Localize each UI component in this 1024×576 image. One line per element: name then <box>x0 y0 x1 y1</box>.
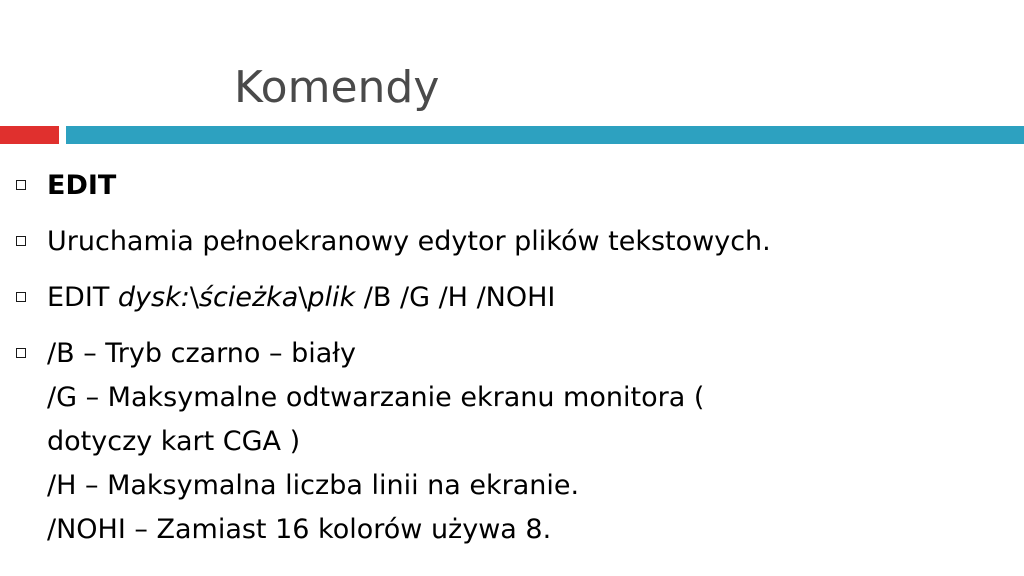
slide-title: Komendy <box>234 62 440 113</box>
switch-line: /G – Maksymalne odtwarzanie ekranu monitora ( <box>47 382 705 413</box>
syntax-switches: /B /G /H /NOHI <box>355 282 556 313</box>
hollow-square-bullet-icon <box>16 180 26 190</box>
syntax-prefix: EDIT <box>47 282 118 313</box>
title-divider-red <box>0 126 59 144</box>
bullet-item-switches <box>16 332 1006 552</box>
hollow-square-bullet-icon <box>16 292 26 302</box>
switch-line: dotyczy kart CGA ) <box>47 426 301 457</box>
switch-line: /H – Maksymalna liczba linii na ekranie. <box>47 470 580 501</box>
bullet-list <box>16 164 1006 564</box>
syntax-drive: dysk: <box>117 282 190 313</box>
title-divider-blue <box>66 126 1024 144</box>
syntax-separator: \ <box>189 282 199 313</box>
hollow-square-bullet-icon <box>16 348 26 358</box>
switch-line: /B – Tryb czarno – biały <box>47 338 356 369</box>
syntax-file: plik <box>307 282 356 313</box>
bullet-item-command <box>16 164 1006 208</box>
syntax-separator: \ <box>298 282 308 313</box>
switch-line: /NOHI – Zamiast 16 kolorów używa 8. <box>47 514 552 545</box>
bullet-item-syntax <box>16 276 1006 320</box>
syntax-path: ścieżka <box>198 282 299 313</box>
hollow-square-bullet-icon <box>16 236 26 246</box>
command-name: EDIT <box>47 170 117 201</box>
command-description: Uruchamia pełnoekranowy edytor plików tekstowych. <box>47 226 771 257</box>
bullet-item-description <box>16 220 1006 264</box>
